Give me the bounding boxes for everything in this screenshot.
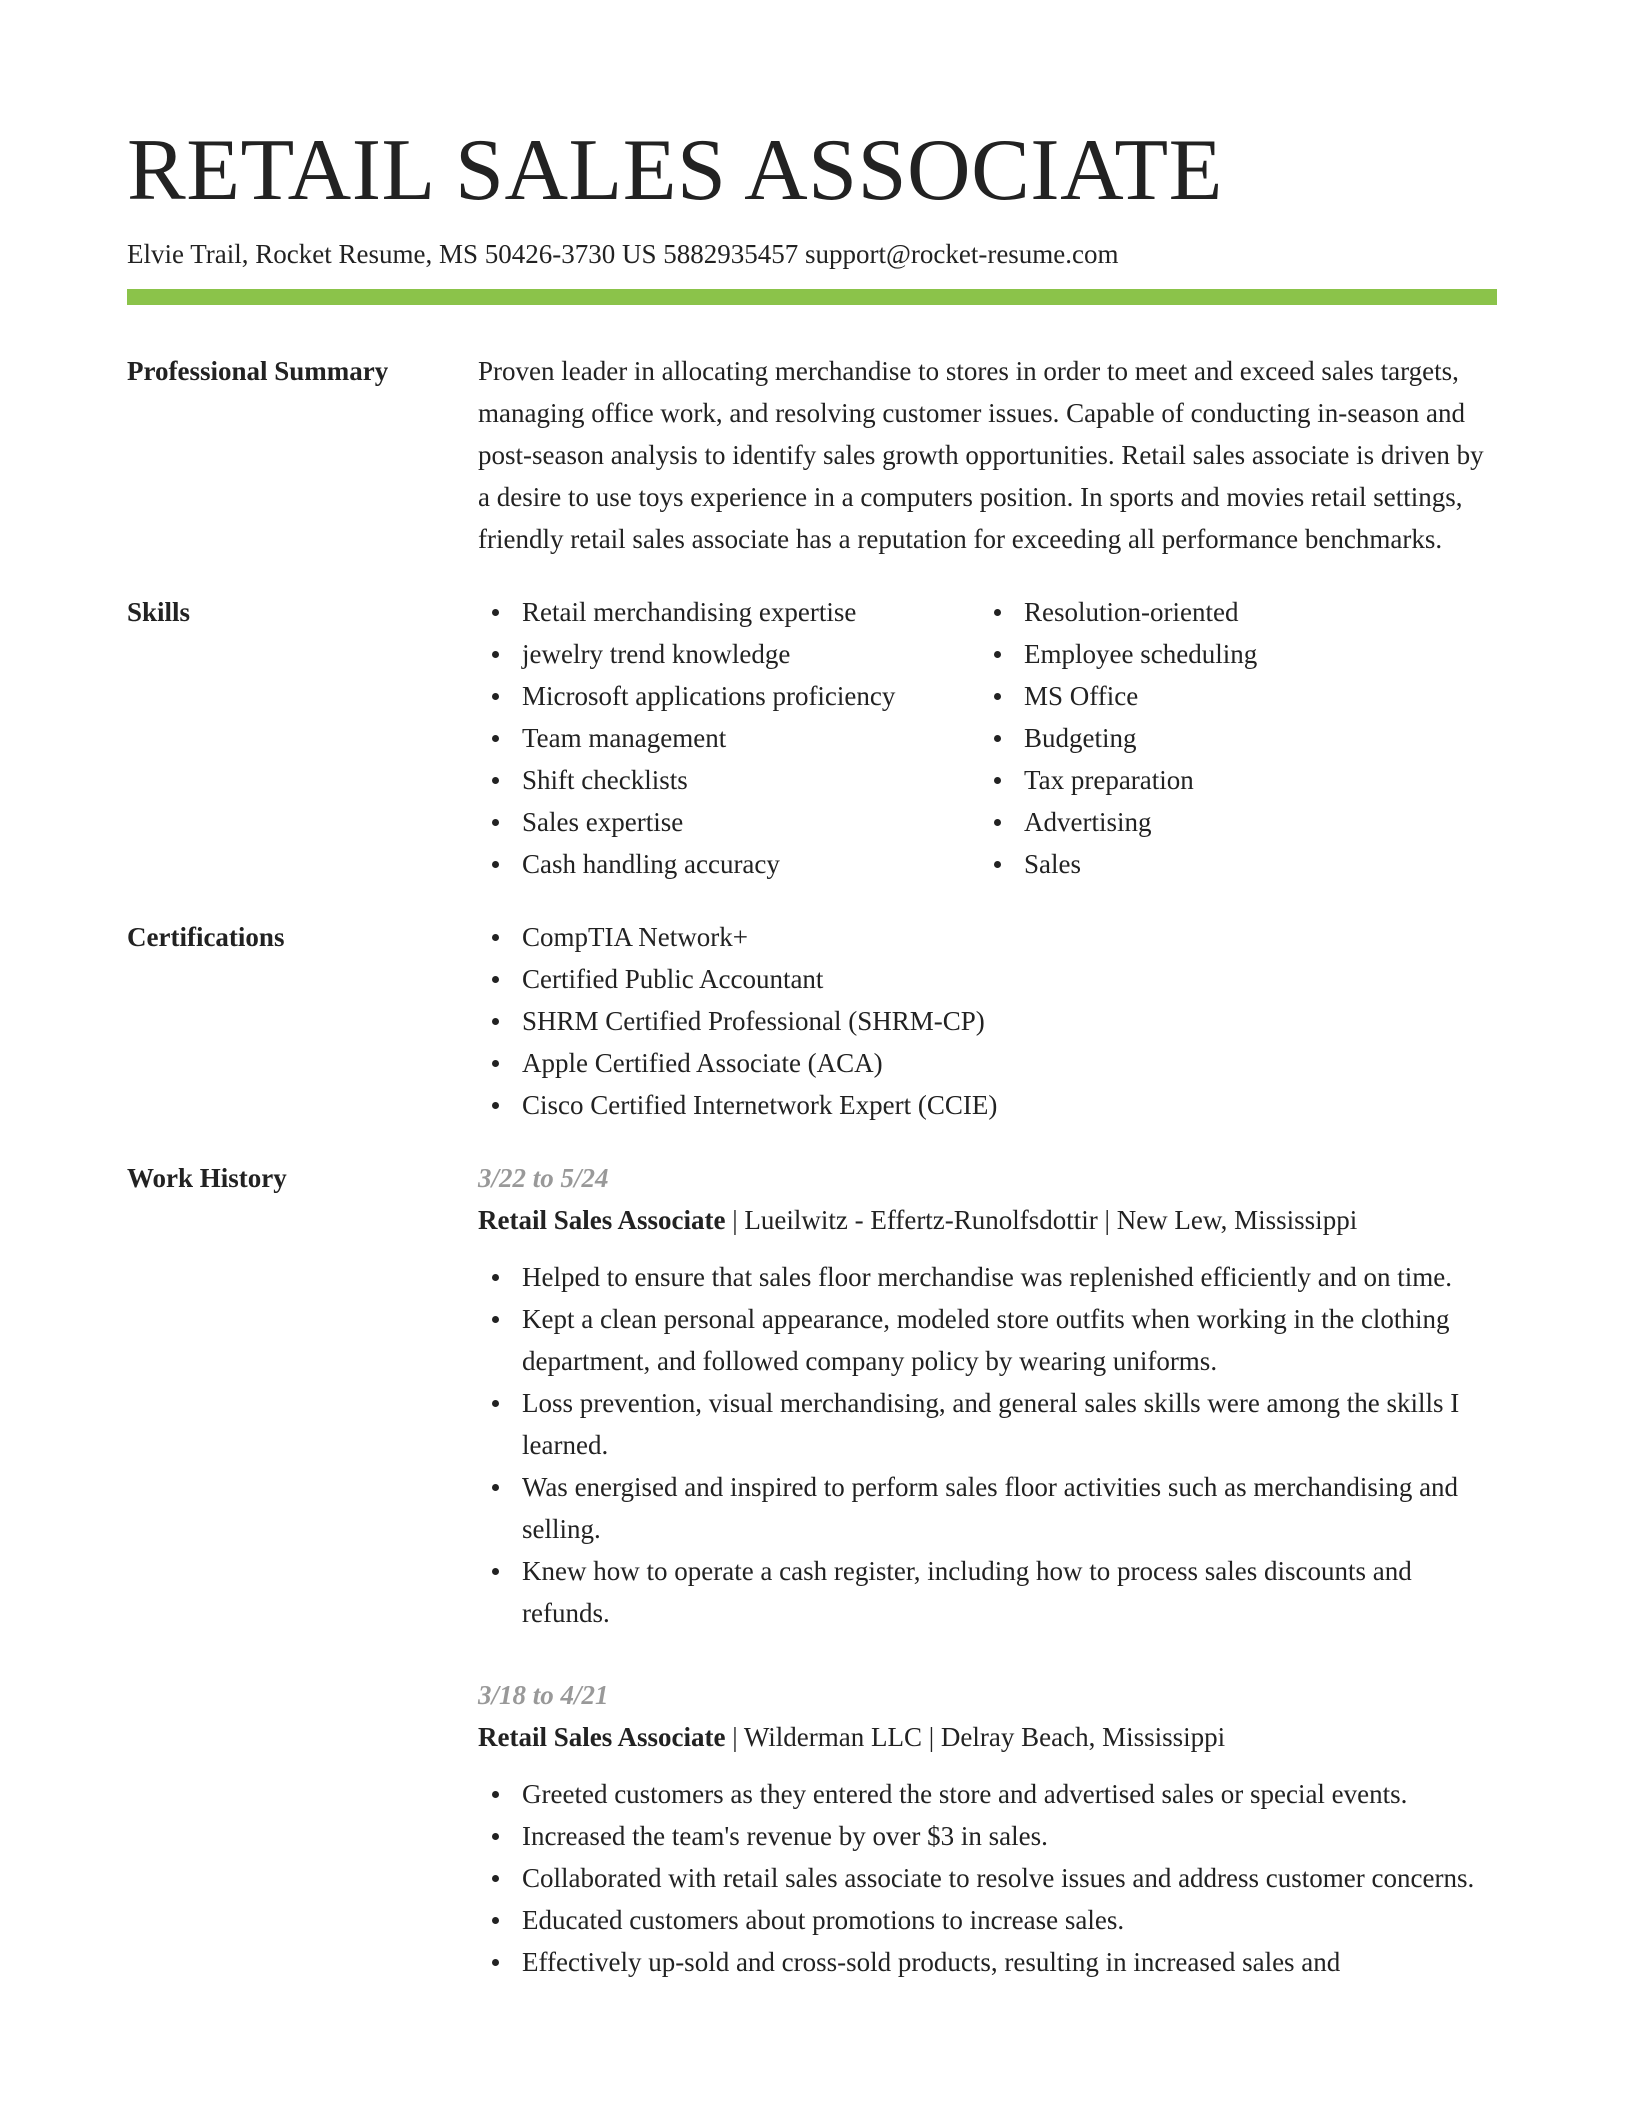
skill-item: Team management — [478, 717, 980, 759]
skill-item: Shift checklists — [478, 759, 980, 801]
skills-section — [127, 591, 1497, 885]
job-bullet: Effectively up-sold and cross-sold products, resulting in increased sales and — [478, 1941, 1497, 1983]
skill-item: Cash handling accuracy — [478, 843, 980, 885]
contact-line: Elvie Trail, Rocket Resume, MS 50426-3730 US 5882935457 support@rocket-resume.com — [127, 239, 1119, 269]
skill-item: Retail merchandising expertise — [478, 591, 980, 633]
job-bullets — [478, 1773, 1497, 1983]
job-dates: 3/22 to 5/24 — [478, 1163, 609, 1194]
job-heading — [478, 1716, 1497, 1758]
work-history-heading: Work History — [127, 1163, 287, 1194]
certification-item: Certified Public Accountant — [478, 958, 1497, 1000]
job-entry — [478, 1157, 1497, 1634]
skill-item: Employee scheduling — [980, 633, 1482, 675]
certifications-section — [127, 916, 1497, 1126]
job-bullet: Collaborated with retail sales associate to resolve issues and address customer concerns. — [478, 1857, 1497, 1899]
skill-item: Resolution-oriented — [980, 591, 1482, 633]
certification-item: SHRM Certified Professional (SHRM-CP) — [478, 1000, 1497, 1042]
job-heading — [478, 1199, 1497, 1241]
skill-item: jewelry trend knowledge — [478, 633, 980, 675]
job-bullet: Loss prevention, visual merchandising, and general sales skills were among the skills I learned. — [478, 1382, 1497, 1466]
job-bullet: Increased the team's revenue by over $3 in sales. — [478, 1815, 1497, 1857]
accent-divider — [127, 289, 1497, 305]
certification-item: Cisco Certified Internetwork Expert (CCIE) — [478, 1084, 1497, 1126]
certifications-list — [478, 916, 1497, 1126]
skill-item: Sales — [980, 843, 1482, 885]
job-bullet: Kept a clean personal appearance, modeled store outfits when working in the clothing department, and followed company policy by wearing uniforms. — [478, 1298, 1497, 1382]
resume-title: RETAIL SALES ASSOCIATE — [127, 122, 1223, 219]
job-employer-location: | Wilderman LLC | Delray Beach, Mississippi — [725, 1722, 1226, 1753]
skills-heading: Skills — [127, 597, 191, 628]
skill-item: Tax preparation — [980, 759, 1482, 801]
skill-item: MS Office — [980, 675, 1482, 717]
job-bullet: Knew how to operate a cash register, including how to process sales discounts and refunds. — [478, 1550, 1497, 1634]
skill-item: Sales expertise — [478, 801, 980, 843]
job-bullet: Helped to ensure that sales floor merchandise was replenished efficiently and on time. — [478, 1256, 1497, 1298]
work-history-section — [127, 1157, 1497, 2023]
summary-text: Proven leader in allocating merchandise to stores in order to meet and exceed sales targets, managing office work, and resolving customer issues. Capable of conducting in-season and post-season analysis to identify sales growth opportunities. Retail sales associate is driven by a desire to use toys experience in a computers position. In sports and movies retail settings, friendly retail sales associate has a reputation for exceeding all performance benchmarks. — [478, 356, 1484, 555]
skill-item: Budgeting — [980, 717, 1482, 759]
job-bullet: Educated customers about promotions to increase sales. — [478, 1899, 1497, 1941]
job-bullet: Was energised and inspired to perform sales floor activities such as merchandising and selling. — [478, 1466, 1497, 1550]
resume-page — [127, 110, 1497, 2023]
job-title: Retail Sales Associate — [478, 1722, 726, 1753]
skills-list-left — [478, 591, 980, 885]
skills-list-right — [980, 591, 1482, 885]
job-dates: 3/18 to 4/21 — [478, 1680, 609, 1711]
skill-item: Microsoft applications proficiency — [478, 675, 980, 717]
certifications-heading: Certifications — [127, 922, 285, 953]
summary-heading: Professional Summary — [127, 356, 389, 387]
skill-item: Advertising — [980, 801, 1482, 843]
certification-item: Apple Certified Associate (ACA) — [478, 1042, 1497, 1084]
job-employer-location: | Lueilwitz - Effertz-Runolfsdottir | New Lew, Mississippi — [725, 1205, 1358, 1236]
job-bullets — [478, 1256, 1497, 1634]
job-bullet: Greeted customers as they entered the store and advertised sales or special events. — [478, 1773, 1497, 1815]
certification-item: CompTIA Network+ — [478, 916, 1497, 958]
summary-section — [127, 350, 1497, 560]
job-title: Retail Sales Associate — [478, 1205, 726, 1236]
job-entry — [478, 1674, 1497, 1983]
